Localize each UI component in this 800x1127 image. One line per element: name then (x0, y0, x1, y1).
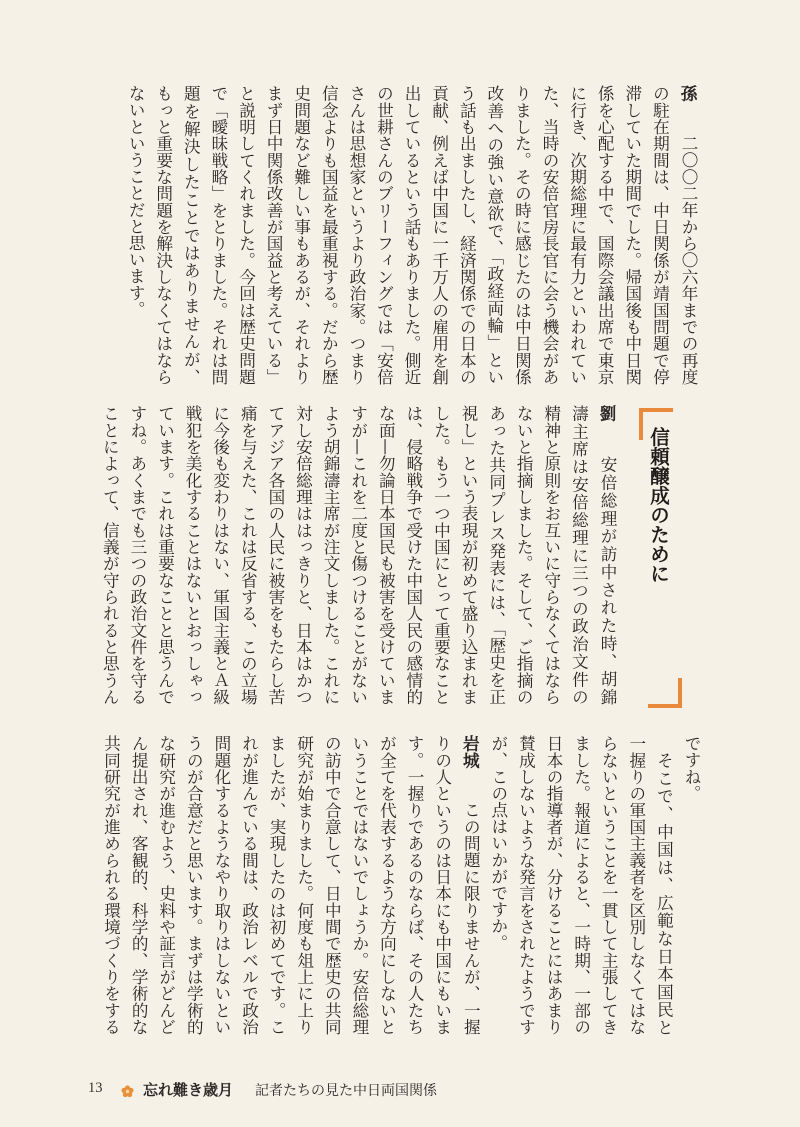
text-column: 戦犯を美化することはないとおっしゃっ (183, 405, 203, 705)
text-column: に今後も変わりはない、軍国主義とＡ級 (210, 405, 230, 705)
text-block-iwaki (97, 735, 705, 1035)
text-column: した。もう一つ中国にとって重要なこと (431, 405, 451, 705)
text-column: すね。あくまでも三つの政治文件を守る (127, 405, 147, 705)
text-column: 題を解決したことではありませんが、 (181, 85, 201, 385)
text-column (456, 735, 485, 1035)
text-column: の世耕さんのブリーフィングでは「安倍 (374, 85, 394, 385)
text-column: てアジア各国の人民に被害をもたらし苦 (265, 405, 285, 705)
text-column: りの人というのは日本にも中国にもいま (432, 735, 452, 1035)
text-column (673, 85, 702, 385)
text-column: ないということだと思います。 (126, 85, 146, 318)
text-column: 出しているという話もありました。側近 (402, 85, 422, 385)
text-column: ですね。 (682, 735, 701, 802)
text-column: 日本の指導者が、分けることにはあまり (544, 735, 564, 1035)
text-column: な面—勿論日本国民も被害を受けていま (376, 405, 396, 705)
text-column: うのが合意だと思います。まずは学術的 (184, 735, 204, 1035)
text-column: まず日中関係改善が国益と考えている」 (264, 85, 284, 385)
text-column: う話も出ましたし、経済関係での日本の (457, 85, 477, 385)
text-column: た、当時の安倍官房長官に会う機会があ (540, 85, 560, 385)
speaker-label-liu: 劉 (597, 405, 617, 423)
text-column: 共同研究が進められる環境づくりをする (101, 735, 121, 1035)
speaker-label-iwaki: 岩城 (460, 735, 481, 769)
text-column: な研究が進むよう、史料や証言がどんど (156, 735, 176, 1035)
text-column: ないと指摘しました。そして、ご指摘の (514, 405, 534, 705)
text-column: さんは思想家というより政治家。つまり (346, 85, 366, 385)
text-column: 視し」という表現が初めて盛り込まれま (459, 405, 479, 705)
series-title: 忘れ難き歳月 (143, 1081, 234, 1099)
text-column: 信念よりも国益を最重視する。だから歴 (319, 85, 339, 385)
text-column: れが進んでいる間は、政治レベルで政治 (239, 735, 259, 1035)
column-text: 安倍総理が訪中された時、胡錦 (598, 456, 617, 705)
text-column: ましたが、実現したのは初めてです。こ (267, 735, 287, 1035)
text-column: 研究が始まりました。何度も俎上に上り (294, 735, 314, 1035)
text-column: そこで、中国は、広範な日本国民と (654, 751, 674, 1035)
text-column: は、侵略戦争で受けた中国人民の感情的 (403, 405, 423, 705)
text-column: 史問題など難しい事もあるが、それより (291, 85, 311, 385)
text-column: 対し安倍総理ははっきりと、日本はかつ (293, 405, 313, 705)
text-column: ています。これは重要なことと思うんで (155, 405, 175, 705)
text-column: 痛を与えた、これは反省する、この立場 (238, 405, 258, 705)
page-number: 13 (88, 1080, 103, 1096)
text-column: に行き、次期総理に最有力といわれてい (567, 85, 587, 385)
text-column: す。一握りであるのならば、その人たち (405, 735, 425, 1035)
text-block-liu (96, 405, 621, 705)
text-column: すが—これを二度と傷つけることがない (348, 405, 368, 705)
text-column: 濤主席は安倍総理に三つの政治文件の (569, 405, 589, 705)
text-column: 精神と原則をお互いに守らなくてはなら (541, 405, 561, 705)
column-text: この問題に限りませんが、一握 (461, 801, 481, 1035)
text-column (592, 405, 621, 705)
text-column: が、この点はいかがですか。 (488, 735, 508, 951)
text-column: よう胡錦濤主席が注文しました。これに (321, 405, 341, 705)
text-column: 係を心配する中で、国際会議出席で東京 (595, 85, 615, 385)
text-column: で「曖昧戦略」をとりました。それは問 (208, 85, 228, 385)
text-column: らないということを一貫して主張してき (599, 735, 619, 1035)
text-column: もっと重要な問題を解決しなくてはなら (153, 85, 173, 385)
text-column: の駐在期間は、中日関係が靖国問題で停 (650, 85, 670, 385)
text-column: 賛成しないような発言をされたようです (516, 735, 536, 1035)
text-column: りました。その時に感じたのは中日関係 (512, 85, 532, 385)
flower-icon (121, 1083, 134, 1096)
corner-bracket-close-icon (648, 678, 682, 708)
text-column: ん提出され、客観的、科学的、学術的な (129, 735, 149, 1035)
section-heading: 信頼醸成のために (647, 427, 670, 583)
text-column: いうことではないでしょうか。安倍総理 (349, 735, 369, 1035)
text-column: が全てを代表するような方向にしないと (377, 735, 397, 1035)
speaker-label-sun: 孫 (678, 85, 698, 102)
text-column: あった共同プレス発表には、「歴史を正 (486, 405, 506, 705)
text-column: と説明してくれました。今回は歴史問題 (236, 85, 256, 385)
text-column: の訪中で合意して、日中間で歴史の共同 (322, 735, 342, 1035)
text-column: 一握りの軍国主義者を区別しなくてはな (626, 735, 646, 1035)
text-column: 改善への強い意欲で、「政経両輪」とい (484, 85, 504, 385)
text-column: ことによって、信義が守られると思うん (100, 405, 120, 705)
text-block-sun (122, 85, 702, 385)
column-text: 二〇〇二年から〇六年までの再度 (679, 134, 698, 385)
series-subtitle: 記者たちの見た中日両国関係 (255, 1083, 437, 1099)
text-column: ました。報道によると、一時期、一部の (571, 735, 591, 1035)
text-column: 問題化するようなやり取りはしないとい (211, 735, 231, 1035)
text-column: 貢献、例えば中国に一千万人の雇用を創 (429, 85, 449, 385)
text-column: 滞していた期間でした。帰国後も中日関 (622, 85, 642, 385)
